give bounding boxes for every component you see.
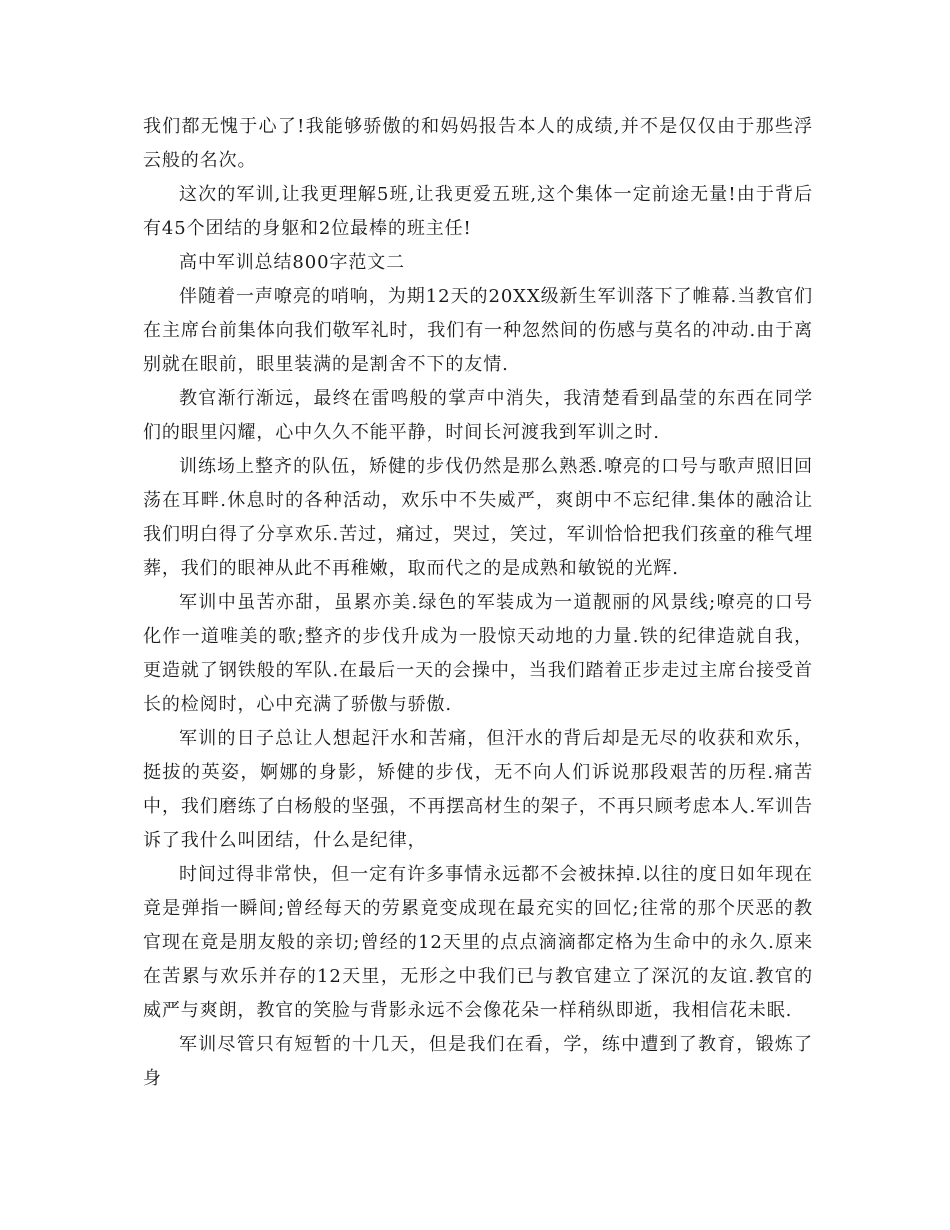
document-body: [143, 110, 813, 1096]
paragraph: 军训中虽苦亦甜，虽累亦美.绿色的军装成为一道靓丽的风景线;嘹亮的口号化作一道唯美的歌;整齐的步伐升成为一股惊天动地的力量.铁的纪律造就自我，更造就了钢铁般的军队.在最后一天的会操中，当我们踏着正步走过主席台接受首长的检阅时，心中充满了骄傲与骄傲.: [143, 592, 813, 715]
paragraph-truncated: 军训尽管只有短暂的十几天，但是我们在看，学，练中遭到了教育，锻炼了身: [143, 1034, 813, 1089]
paragraph-continuation: 我们都无愧于心了!我能够骄傲的和妈妈报告本人的成绩,并不是仅仅由于那些浮云般的名次。: [143, 116, 813, 171]
paragraph: 训练场上整齐的队伍，矫健的步伐仍然是那么熟悉.嘹亮的口号与歌声照旧回荡在耳畔.休息时的各种活动，欢乐中不失威严，爽朗中不忘纪律.集体的融洽让我们明白得了分享欢乐.苦过，痛过，哭过，笑过，军训恰恰把我们孩童的稚气埋葬，我们的眼神从此不再稚嫩，取而代之的是成熟和敏锐的光辉.: [143, 456, 813, 579]
paragraph: 军训的日子总让人想起汗水和苦痛，但汗水的背后却是无尽的收获和欢乐，挺拔的英姿，婀娜的身影，矫健的步伐，无不向人们诉说那段艰苦的历程.痛苦中，我们磨练了白杨般的坚强，不再摆高材生的架子，不再只顾考虑本人.军训告诉了我什么叫团结，什么是纪律，: [143, 728, 813, 851]
paragraph: 教官渐行渐远，最终在雷鸣般的掌声中消失，我清楚看到晶莹的东西在同学们的眼里闪耀，心中久久不能平静，时间长河渡我到军训之时.: [143, 388, 813, 443]
paragraph: 时间过得非常快，但一定有许多事情永远都不会被抹掉.以往的度日如年现在竟是弹指一瞬间;曾经每天的劳累竟变成现在最充实的回忆;往常的那个厌恶的教官现在竟是朋友般的亲切;曾经的12天里的点点滴滴都定格为生命中的永久.原来在苦累与欢乐并存的12天里，无形之中我们已与教官建立了深沉的友谊.教官的威严与爽朗，教官的笑脸与背影永远不会像花朵一样稍纵即逝，我相信花未眠.: [143, 864, 813, 1021]
section-heading: 高中军训总结800字范文二: [179, 252, 406, 273]
paragraph: 这次的军训,让我更理解5班,让我更爱五班,这个集体一定前途无量!由于背后有45个团结的身躯和2位最棒的班主任!: [143, 184, 813, 239]
paragraph: 伴随着一声嘹亮的哨响，为期12天的20XX级新生军训落下了帷幕.当教官们在主席台前集体向我们敬军礼时，我们有一种忽然间的伤感与莫名的冲动.由于离别就在眼前，眼里装满的是割舍不下的友情.: [143, 286, 813, 375]
